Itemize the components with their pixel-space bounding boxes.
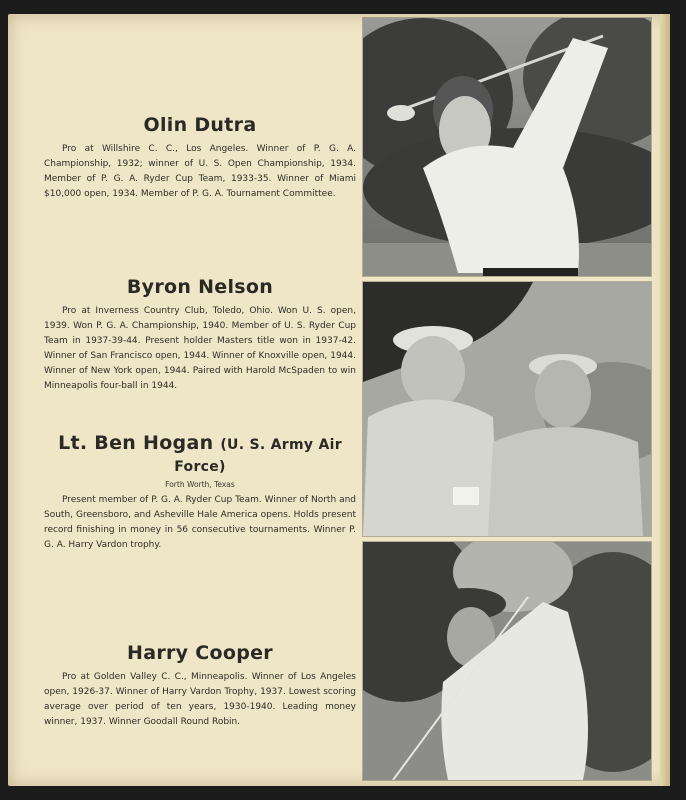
photo-two-golfers (363, 282, 651, 536)
two-golfers-photo (363, 282, 651, 536)
bio-harry-cooper (44, 642, 356, 730)
golfer-name: Lt. Ben Hogan (58, 432, 214, 454)
golfer-affiliation: (U. S. Army Air Force) (174, 437, 342, 475)
golfer-description: Present member of P. G. A. Ryder Cup Team. Winner of North and South, Greensboro, and Asheville Hale America opens. Holds present record finishing in money in 56 consecutive tournaments. Winner P. G. A. Harry Vardon trophy. (44, 495, 356, 550)
photo-olin-dutra (363, 18, 651, 276)
golfer-location: Forth Worth, Texas (165, 480, 235, 489)
golfer-description: Pro at Golden Valley C. C., Minneapolis. Winner of Los Angeles open, 1926-37. Winner of Harry Vardon Trophy, 1937. Lowest scoring average over period of ten years, 1930-1940. Leading money winner, 1937. Winner Goodall Round Robin. (44, 672, 356, 727)
program-page (8, 14, 670, 786)
golfer-name: Harry Cooper (127, 642, 273, 664)
golfer-name-line (44, 432, 356, 476)
golfer-description: Pro at Inverness Country Club, Toledo, Ohio. Won U. S. open, 1939. Won P. G. A. Championship, 1940. Member of U. S. Ryder Cup Team in 1937-39-44. Present holder Masters title won in 1937-42. Winner of San Francisco open, 1944. Winner of Knoxville open, 1944. Winner of New York open, 1944. Paired with Harold McSpaden to win Minneapolis four-ball in 1944. (44, 306, 356, 391)
bio-olin-dutra (44, 114, 356, 202)
golfer-name: Olin Dutra (143, 114, 257, 136)
page-edge (660, 14, 670, 786)
golfer-fedora-photo (363, 542, 651, 780)
bio-ben-hogan (44, 432, 356, 553)
golfer-name: Byron Nelson (126, 276, 274, 298)
photo-harry-cooper (363, 542, 651, 780)
text-column (44, 14, 356, 786)
golfer-swing-photo (363, 18, 651, 276)
golfer-description: Pro at Willshire C. C., Los Angeles. Winner of P. G. A. Championship, 1932; winner of U. S. Open Championship, 1934. Member of P. G. A. Ryder Cup Team, 1933-35. Winner of Miami $10,000 open, 1934. Member of P. G. A. Tournament Committee. (44, 144, 356, 199)
bio-byron-nelson (44, 276, 356, 394)
